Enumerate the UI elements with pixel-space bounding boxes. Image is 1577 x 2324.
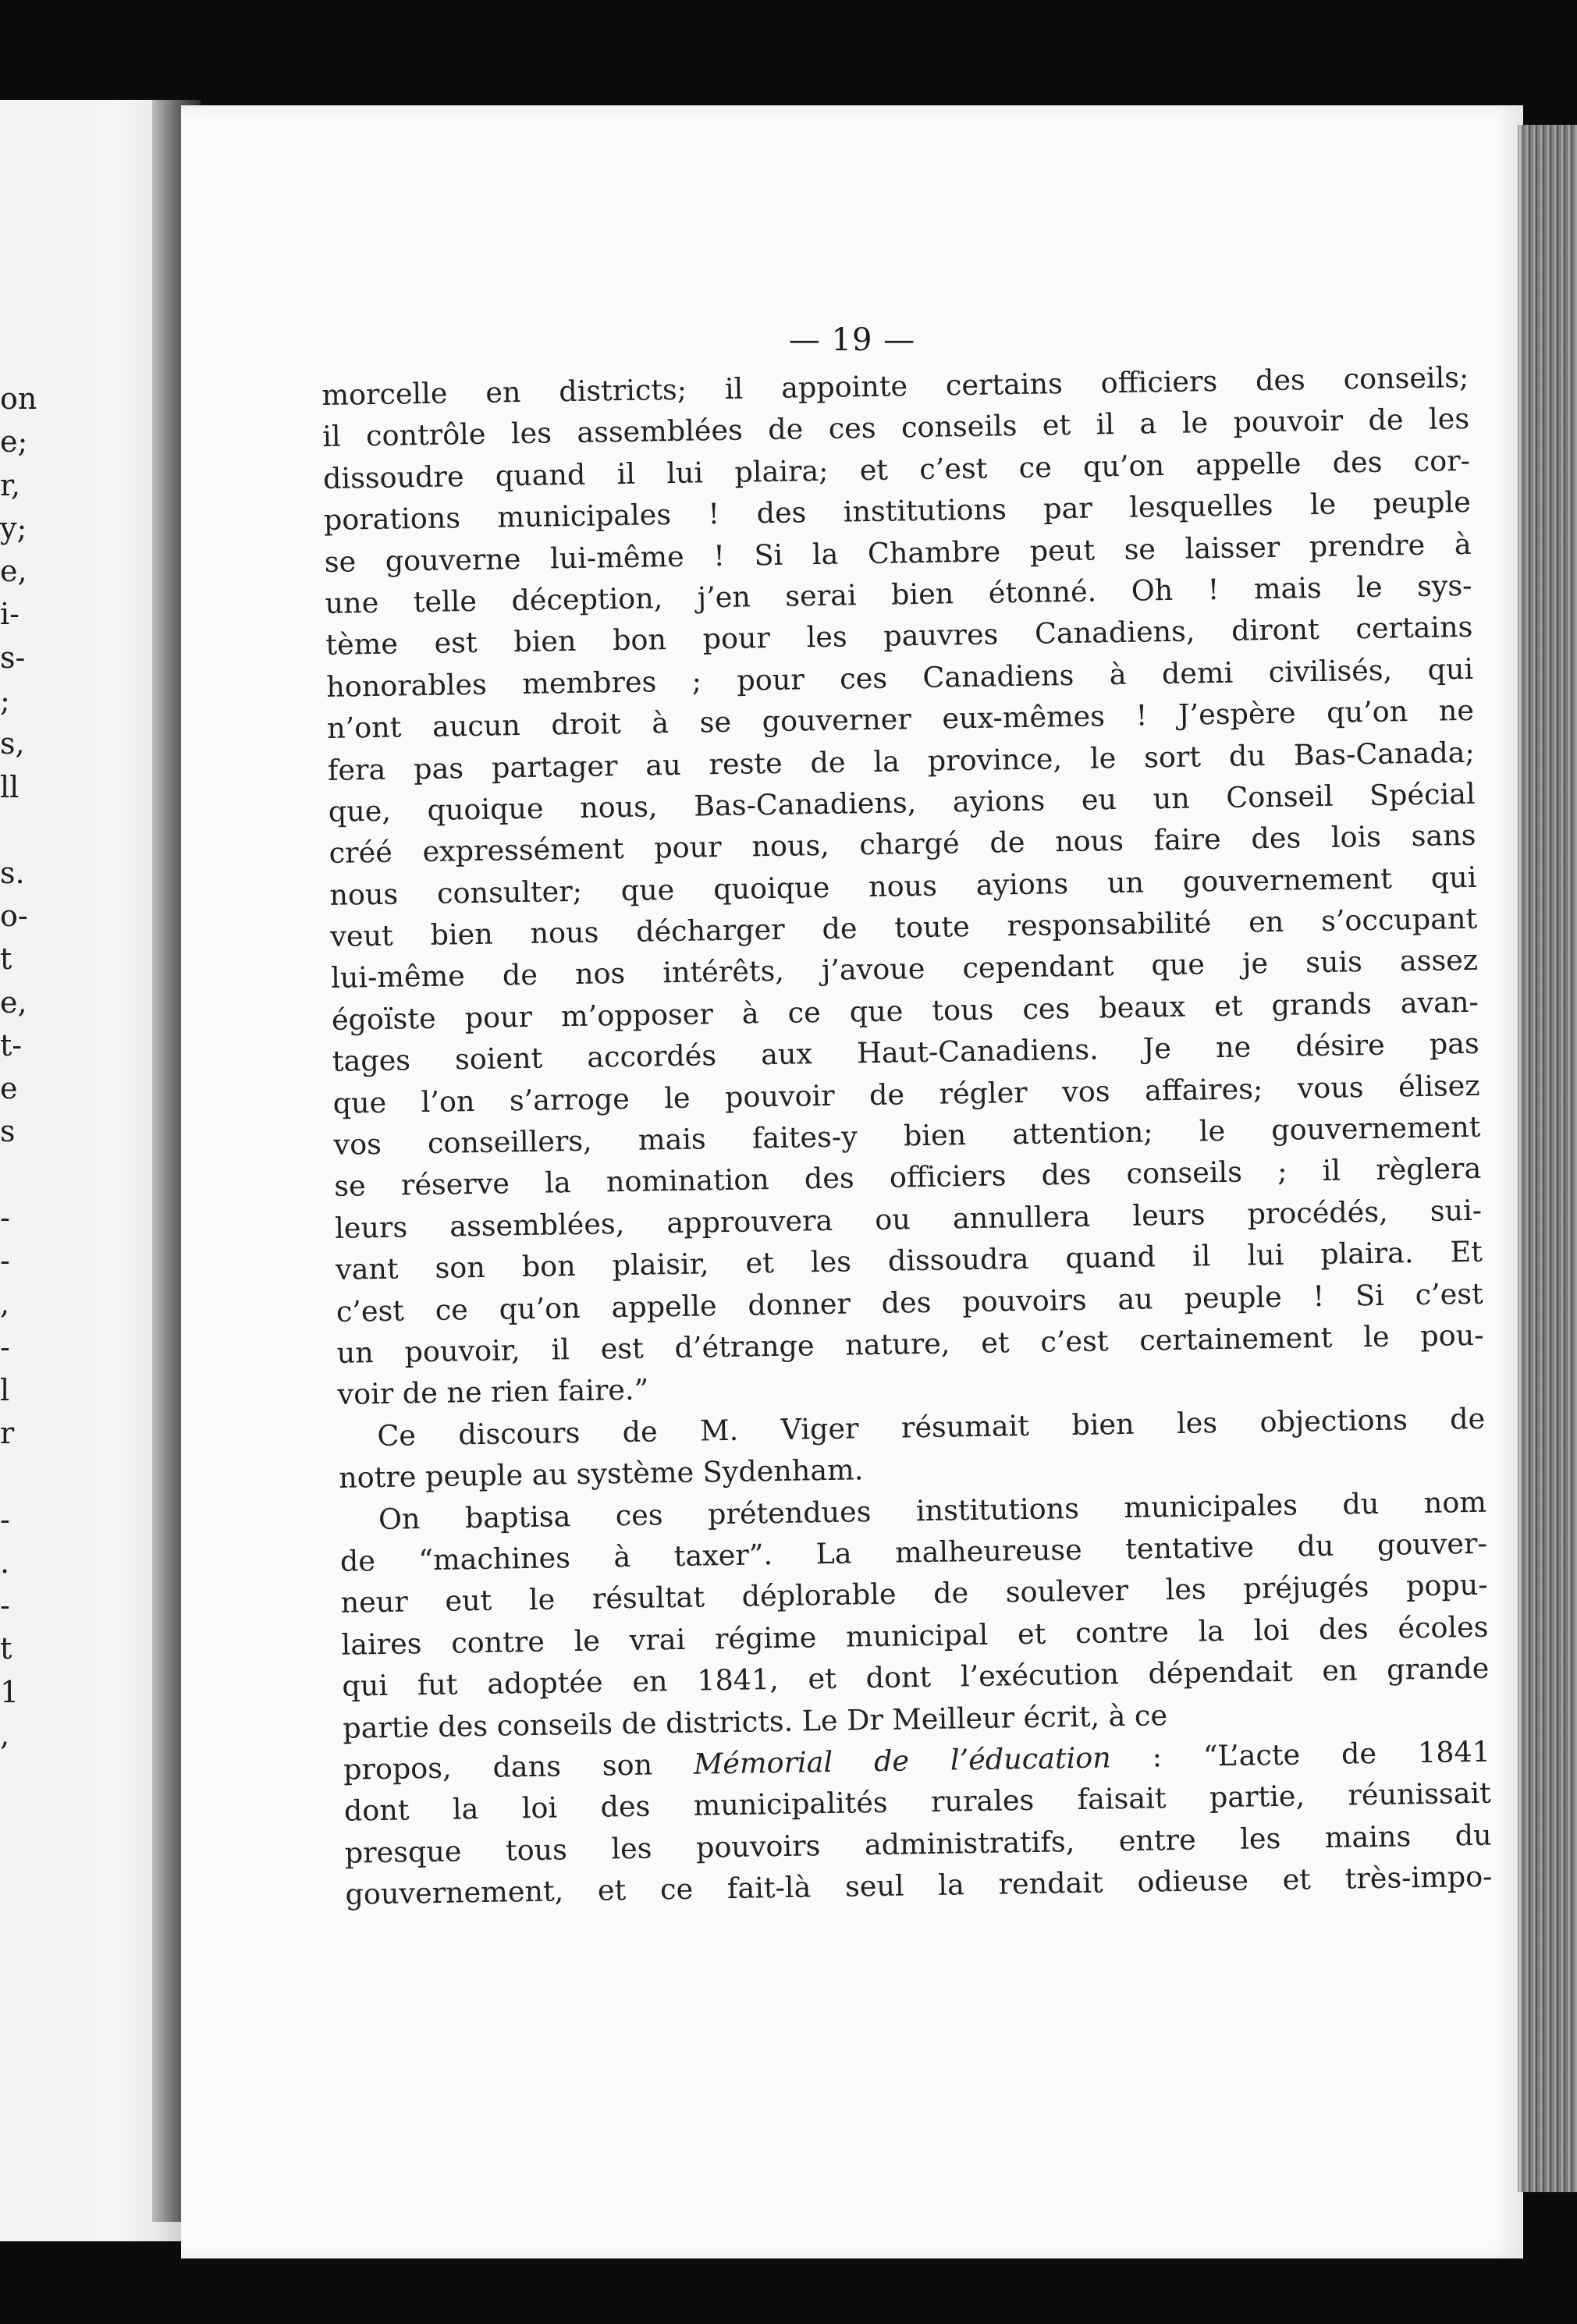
text-line: fera pas partager au reste de la province, le sort du Bas-Canada; xyxy=(327,735,1476,787)
left-page-fragment: s xyxy=(0,1114,16,1148)
left-page-fragment: l xyxy=(0,1373,10,1407)
left-page-fragment: on xyxy=(0,381,37,416)
paragraph xyxy=(339,1481,1490,1748)
text-line: leurs assemblées, approuvera ou annullera leurs procédés, sui- xyxy=(334,1193,1483,1245)
text-line: Ce discours de M. Viger résumait bien les objections de xyxy=(377,1401,1486,1453)
page-edges-stack xyxy=(1518,125,1577,2192)
left-page-fragment: e, xyxy=(0,554,27,588)
text-line: dont la loi des municipalités rurales faisait partie, réunissait xyxy=(343,1776,1492,1829)
text-line: vant son bon plaisir, et les dissoudra quand il lui plaira. Et xyxy=(335,1234,1483,1287)
left-page-fragment: - xyxy=(0,1330,10,1364)
text-line: un pouvoir, il est d’étrange nature, et c’est certainement le pou- xyxy=(336,1318,1484,1370)
text-line: porations municipales ! des institutions par lesquelles le peuple xyxy=(323,485,1472,538)
text-line: lui-même de nos intérêts, j’avoue cependant que je suis assez xyxy=(330,943,1479,995)
text-line: il contrôle les assemblées de ces conseils et il a le pouvoir de les xyxy=(321,402,1470,454)
paragraph xyxy=(343,1731,1493,1916)
text-line: que, quoique nous, Bas-Canadiens, ayions eu un Conseil Spécial xyxy=(328,776,1476,828)
text-line: que l’on s’arroge le pouvoir de régler vos affaires; vous élisez xyxy=(332,1068,1480,1120)
left-page-fragment: s- xyxy=(0,640,26,675)
text-line: honorables membres ; pour ces Canadiens à demi civilisés, qui xyxy=(325,651,1474,704)
text-line: se gouverne lui-même ! Si la Chambre peut se laisser prendre à xyxy=(324,527,1472,579)
text-line: partie des conseils de districts. Le Dr Meilleur écrit, à ce xyxy=(342,1698,1168,1745)
left-page-fragment: t- xyxy=(0,1028,23,1063)
left-page-fragment: 1 xyxy=(0,1675,20,1709)
left-page-fragment: - xyxy=(0,1244,10,1278)
text-line: n’ont aucun droit à se gouverner eux-mêmes ! J’espère qu’on ne xyxy=(326,693,1475,746)
text-line: dissoudre quand il lui plaira; et c’est ce qu’on appelle des cor- xyxy=(322,443,1471,495)
left-page-fragment: - xyxy=(0,1201,10,1235)
left-page-fragment: i- xyxy=(0,597,20,631)
book-title-italic: Mémorial de l’éducation xyxy=(693,1740,1112,1781)
text-line: tages soient accordés aux Haut-Canadiens. Je ne désire pas xyxy=(332,1027,1479,1079)
left-page-fragment: ll xyxy=(0,770,20,804)
text-line: nous consulter; que quoique nous ayions un gouvernement qui xyxy=(329,860,1477,912)
text-line: On baptisa ces prétendues institutions municipales du nom xyxy=(378,1485,1487,1536)
text-line: veut bien nous décharger de toute responsabilité en s’occupant xyxy=(329,901,1478,953)
text-line: voir de ne rien faire.” xyxy=(337,1372,649,1412)
text-line: égoïste pour m’opposer à ce que tous ces beaux et grands avan- xyxy=(331,985,1479,1037)
left-page-fragment: s. xyxy=(0,856,25,890)
left-page-fragment: , xyxy=(0,1718,10,1752)
left-page-fragment: r xyxy=(0,1416,15,1450)
left-page-fragment: t xyxy=(0,942,12,976)
text-line: morcelle en districts; il appointe certains officiers des conseils; xyxy=(321,360,1469,412)
text-line: neur eut le résultat déplorable de soulever les préjugés popu- xyxy=(340,1568,1488,1620)
page-body-text xyxy=(321,357,1493,1915)
text-run: propos, dans son xyxy=(343,1747,694,1786)
text-line: presque tous les pouvoirs administratifs, entre les mains du xyxy=(344,1818,1492,1870)
text-line: laires contre le vrai régime municipal et contre la loi des écoles xyxy=(341,1609,1489,1662)
text-line: une telle déception, j’en serai bien étonné. Oh ! mais le sys- xyxy=(325,568,1472,620)
page-number: — 19 — xyxy=(788,322,916,358)
text-line: qui fut adoptée en 1841, et dont l’exécution dépendait en grande xyxy=(342,1651,1490,1703)
text-line: se réserve la nomination des officiers des conseils ; il règlera xyxy=(334,1151,1482,1204)
left-page-fragment: t xyxy=(0,1631,12,1666)
text-line: c’est ce qu’on appelle donner des pouvoirs au peuple ! Si c’est xyxy=(336,1276,1484,1329)
text-line: tème est bien bon pour les pauvres Canadiens, diront certains xyxy=(325,610,1473,662)
left-page-fragment: s, xyxy=(0,726,25,761)
text-line: gouvernement, et ce fait-là seul la rendait odieuse et très-impo- xyxy=(345,1859,1493,1911)
book-page xyxy=(181,105,1523,2258)
left-page-fragment: r, xyxy=(0,468,21,502)
text-line: créé expressément pour nous, chargé de nous faire des lois sans xyxy=(329,818,1476,871)
left-page-fragment: ; xyxy=(0,683,10,718)
paragraph xyxy=(321,357,1485,1416)
left-page-fragment: y; xyxy=(0,511,27,545)
left-page-fragment: , xyxy=(0,1286,10,1321)
text-run: : “L’acte de 1841 xyxy=(1110,1734,1491,1775)
left-page-fragment: . xyxy=(0,1545,10,1580)
text-line: notre peuple au système Sydenham. xyxy=(338,1453,864,1495)
left-page-fragment: - xyxy=(0,1503,10,1537)
text-line: vos conseillers, mais faites-y bien attention; le gouvernement xyxy=(333,1109,1481,1162)
left-page-fragment: e, xyxy=(0,985,27,1020)
text-line: de “machines à taxer”. La malheureuse tentative du gouver- xyxy=(339,1526,1488,1578)
left-page-fragment: e; xyxy=(0,424,28,459)
left-page-fragment: - xyxy=(0,1588,10,1623)
left-page-fragment: e xyxy=(0,1071,18,1105)
left-page-fragment: o- xyxy=(0,899,28,933)
